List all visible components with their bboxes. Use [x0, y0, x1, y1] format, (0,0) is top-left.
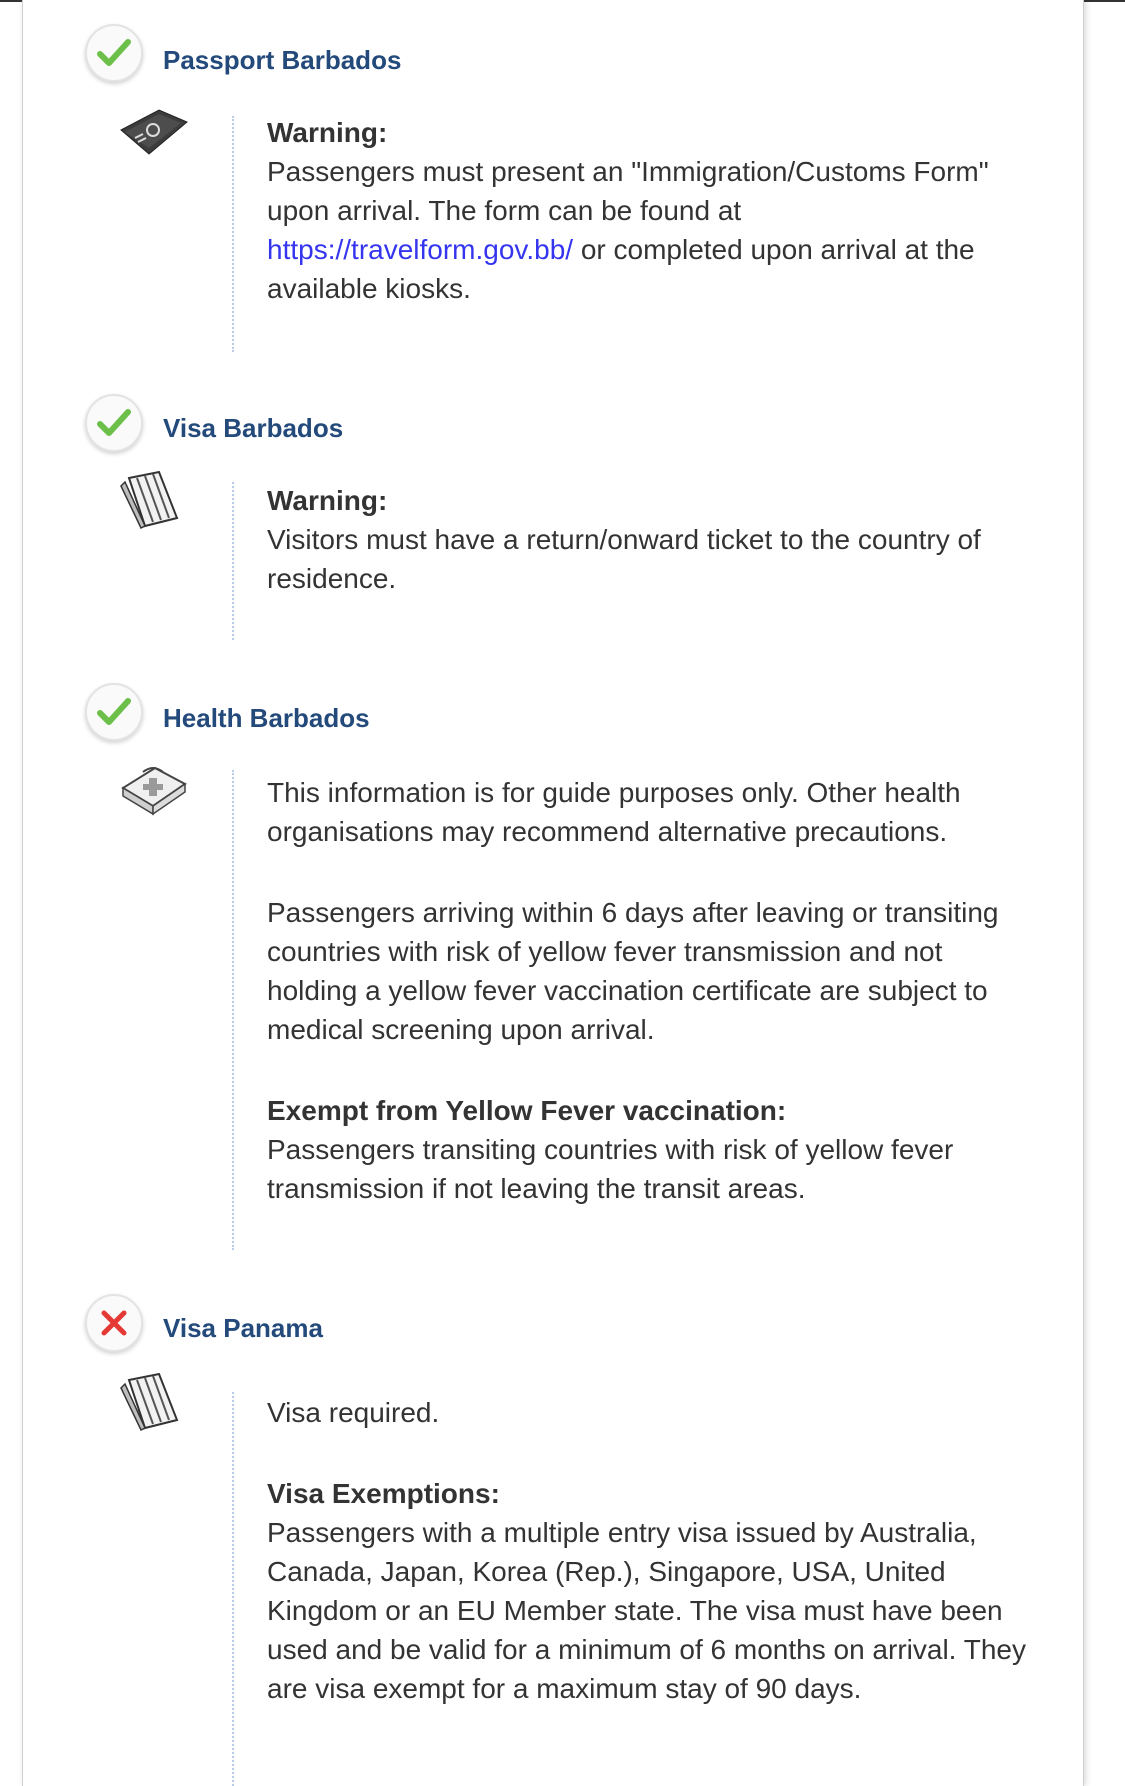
visa-book-icon: [119, 470, 189, 530]
check-status-icon: [85, 394, 143, 452]
first-aid-kit-icon: [119, 758, 189, 818]
section-divider: [232, 116, 234, 352]
cross-status-icon: [85, 1294, 143, 1352]
section-content: [267, 1393, 1027, 1708]
yellow-fever-text: Passengers arriving within 6 days after leaving or transiting countries with risk of yellow fever transmission and not holding a yellow fever vaccination certificate are subject to medical screening upon arrival.: [267, 897, 999, 1045]
section-divider: [232, 482, 234, 640]
visa-exemptions-heading: Visa Exemptions:: [267, 1478, 500, 1509]
section-content: [267, 773, 1027, 1208]
section-title[interactable]: Health Barbados: [163, 703, 370, 733]
requirements-card: [22, 0, 1084, 1786]
warning-text-part: Passengers must present an "Immigration/Customs Form" upon arrival. The form can be found at: [267, 156, 989, 226]
section-divider: [232, 770, 234, 1250]
section-divider: [232, 1392, 234, 1786]
exempt-heading: Exempt from Yellow Fever vaccination:: [267, 1095, 787, 1126]
section-title[interactable]: Visa Panama: [163, 1313, 323, 1343]
warning-text: Visitors must have a return/onward ticket to the country of residence.: [267, 524, 981, 594]
warning-text: [267, 152, 1027, 308]
warning-text-part: or completed upon arrival at the available kiosks.: [267, 234, 975, 304]
visa-required-text: Visa required.: [267, 1397, 440, 1428]
passport-icon: [119, 108, 189, 168]
section-title[interactable]: Visa Barbados: [163, 413, 344, 443]
exempt-text: Passengers transiting countries with risk of yellow fever transmission if not leaving the transit areas.: [267, 1134, 954, 1204]
warning-heading: Warning:: [267, 117, 388, 148]
travelform-link[interactable]: https://travelform.gov.bb/: [267, 234, 574, 265]
section-title[interactable]: Passport Barbados: [163, 45, 402, 75]
guide-text: This information is for guide purposes only. Other health organisations may recommend alternative precautions.: [267, 777, 961, 847]
visa-book-icon: [119, 1372, 189, 1432]
visa-exemptions-text: Passengers with a multiple entry visa issued by Australia, Canada, Japan, Korea (Rep.), Singapore, USA, United Kingdom or an EU Member state. The visa must have been used and be valid for a minimum of 6 months on arrival. They are visa exempt for a maximum stay of 90 days.: [267, 1517, 1026, 1704]
section-content: [267, 481, 1027, 598]
warning-heading: Warning:: [267, 485, 388, 516]
check-status-icon: [85, 683, 143, 741]
check-status-icon: [85, 24, 143, 82]
section-content: [267, 113, 1027, 308]
